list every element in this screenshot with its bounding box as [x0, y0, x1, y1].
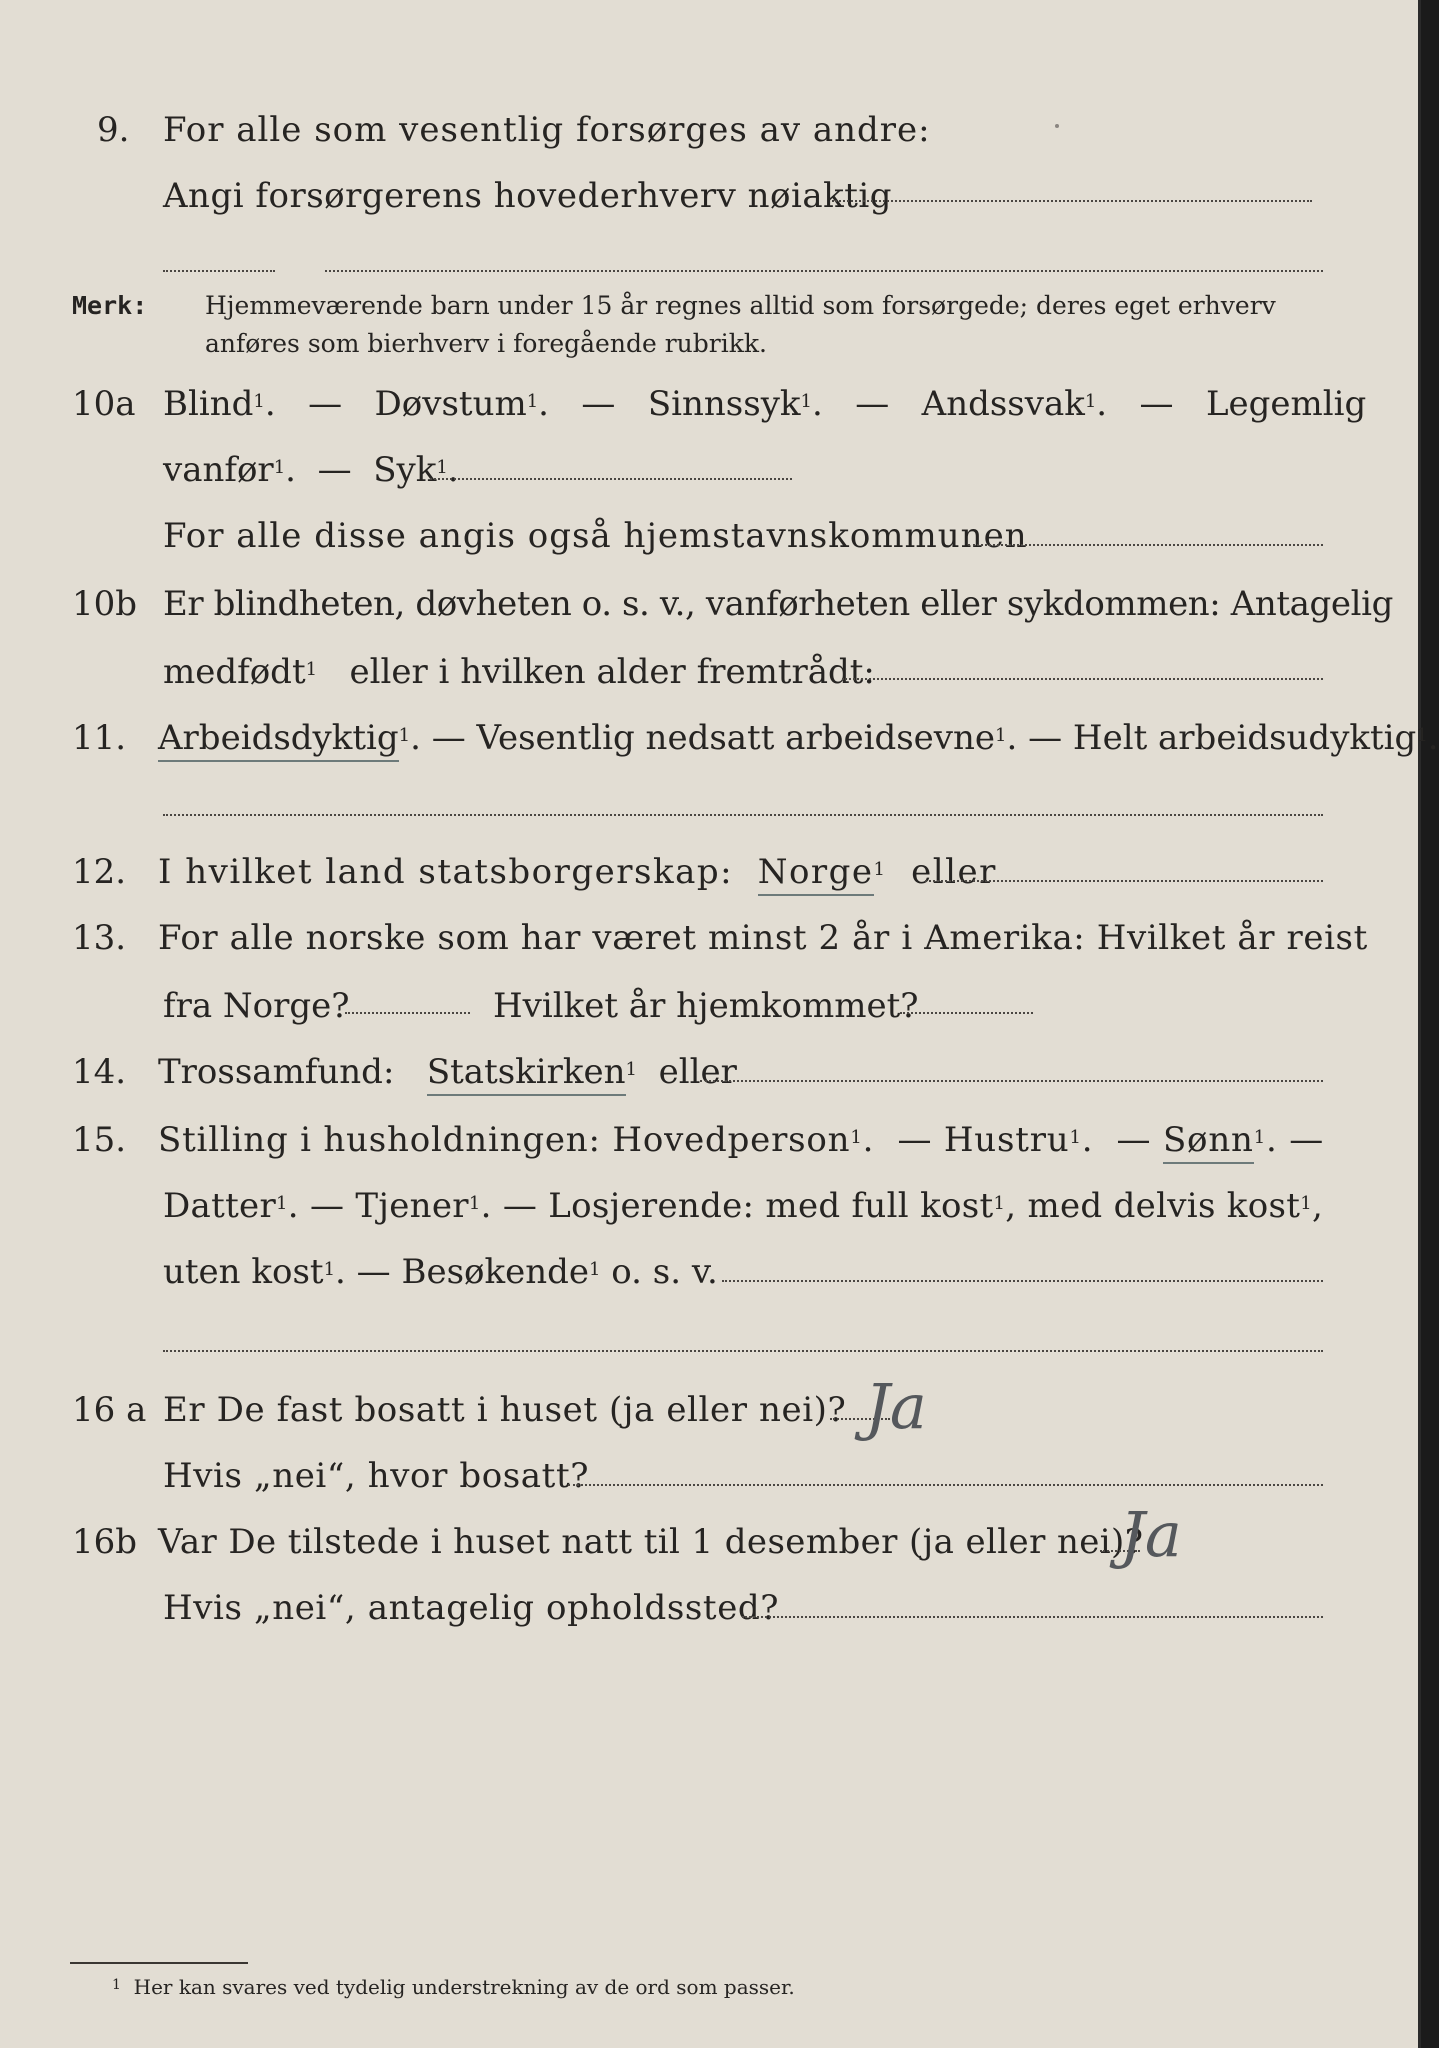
- q13-hjemkommet-line: [900, 1012, 1033, 1014]
- q14-number: 14.: [72, 1052, 127, 1092]
- footnote: $^1$ Her kan svares ved tydelig understrekning av de ord som passer.: [112, 1975, 795, 1999]
- q15-answer-line-2: [163, 1350, 1323, 1352]
- q10b-number: 10b: [72, 584, 138, 624]
- q10a-hjemstavn-line: [968, 544, 1323, 546]
- opt-uten-kost[interactable]: uten kost: [163, 1252, 324, 1292]
- q12-answer-line: [925, 880, 1323, 882]
- q11-line: Arbeidsdyktig$^1$. — Vesentlig nedsatt arbeidsevne$^1$. — Helt arbeidsudyktig$^1$.: [158, 718, 1439, 758]
- opt-tjener[interactable]: — Tjener: [310, 1186, 469, 1226]
- q13-reist-line: [345, 1012, 470, 1014]
- q16a-bosatt-line: [568, 1484, 1323, 1486]
- q10b-answer-line: [842, 678, 1323, 680]
- opt-helt[interactable]: — Helt arbeidsudyktig: [1028, 718, 1417, 758]
- opt-sinnssyk[interactable]: Sinnssyk: [647, 384, 801, 424]
- opt-hustru[interactable]: — Hustru: [897, 1120, 1070, 1160]
- q16a-line1: Er De fast bosatt i huset (ja eller nei)?: [163, 1390, 847, 1430]
- q14-line: Trossamfund: Statskirken$^1$ eller: [158, 1052, 737, 1092]
- opt-vanfor[interactable]: vanfør: [163, 450, 274, 490]
- q9-answer-line-2b: [325, 270, 1323, 272]
- q9-line2: Angi forsørgerens hovederhverv nøiaktig: [163, 176, 893, 216]
- q12-number: 12.: [72, 852, 127, 892]
- opt-sonn[interactable]: Sønn: [1163, 1120, 1254, 1164]
- opt-hovedperson[interactable]: Stilling i husholdningen: Hovedperson: [158, 1120, 851, 1160]
- speck: [1055, 124, 1059, 128]
- q9-line1: For alle som vesentlig forsørges av andre:: [163, 110, 931, 150]
- q15-number: 15.: [72, 1120, 127, 1160]
- q16b-line1: Var De tilstede i huset natt til 1 desember (ja eller nei)?: [158, 1522, 1144, 1562]
- opt-vesentlig[interactable]: — Vesentlig nedsatt arbeidsevne: [431, 718, 996, 758]
- opt-syk[interactable]: Syk: [373, 450, 437, 490]
- opt-statskirken[interactable]: Statskirken: [427, 1052, 626, 1096]
- q15-line2: Datter$^1$. — Tjener$^1$. — Losjerende: med full kost$^1$, med delvis kost$^1$,: [163, 1186, 1324, 1226]
- opt-dovstum[interactable]: Døvstum: [374, 384, 527, 424]
- opt-medfodt[interactable]: medfødt: [163, 652, 306, 692]
- q16b-line2: Hvis „nei“, antagelig opholdssted?: [163, 1588, 780, 1628]
- q13-hjemkommet: Hvilket år hjemkommet?: [493, 986, 919, 1026]
- q9-number: 9.: [97, 110, 130, 150]
- q9-answer-line: [832, 200, 1312, 202]
- q10a-number: 10a: [72, 384, 136, 424]
- q13-line1: For alle norske som har været minst 2 år i Amerika: Hvilket år reist: [158, 918, 1368, 958]
- opt-besokende[interactable]: — Besøkende: [356, 1252, 589, 1292]
- q13-number: 13.: [72, 918, 127, 958]
- q10a-line3: For alle disse angis også hjemstavnskommunen: [163, 516, 1028, 556]
- opt-arbeidsdyktig[interactable]: Arbeidsdyktig: [158, 718, 399, 762]
- q11-number: 11.: [72, 718, 127, 758]
- q10a-line1: Blind$^1$. — Døvstum$^1$. — Sinnssyk$^1$. — Andssvak$^1$. — Legemlig: [163, 384, 1367, 424]
- q12-line: I hvilket land statsborgerskap: Norge$^1$ eller: [158, 852, 997, 892]
- opt-andssvak[interactable]: Andssvak: [921, 384, 1085, 424]
- merk-line1: Hjemmeværende barn under 15 år regnes alltid som forsørgede; deres eget erhverv: [205, 291, 1276, 320]
- opt-datter[interactable]: Datter: [163, 1186, 277, 1226]
- page-edge: [1418, 0, 1421, 2048]
- merk-label: Merk:: [72, 291, 148, 320]
- q11-answer-line: [163, 814, 1323, 816]
- opt-losjerende-delvis[interactable]: , med delvis kost: [1005, 1186, 1301, 1226]
- opt-legemlig[interactable]: Legemlig: [1205, 384, 1367, 424]
- merk-line2: anføres som bierhverv i foregående rubrikk.: [205, 329, 767, 358]
- opt-losjerende-full[interactable]: — Losjerende: med full kost: [502, 1186, 994, 1226]
- opt-norge[interactable]: Norge: [758, 852, 874, 896]
- q10b-line1: Er blindheten, døvheten o. s. v., vanførheten eller sykdommen: Antagelig: [163, 584, 1393, 624]
- q10a-line2: vanfør$^1$. — Syk$^1$.: [163, 450, 459, 490]
- q16a-handwritten-answer: Ja: [865, 1370, 927, 1443]
- q16a-line2: Hvis „nei“, hvor bosatt?: [163, 1456, 590, 1496]
- q15-answer-line: [722, 1280, 1323, 1282]
- q14-answer-line: [700, 1080, 1323, 1082]
- q16b-opholdssted-line: [742, 1616, 1323, 1618]
- q16b-handwritten-answer: Ja: [1120, 1498, 1182, 1571]
- q16b-number: 16b: [72, 1522, 138, 1562]
- q10a-syk-line: [430, 478, 792, 480]
- q16a-number: 16 a: [72, 1390, 147, 1430]
- q9-answer-line-2a: [163, 270, 275, 272]
- opt-blind[interactable]: Blind: [163, 384, 254, 424]
- q10b-line2: medfødt$^1$ eller i hvilken alder fremtrådt:: [163, 652, 875, 692]
- q15-line1: Stilling i husholdningen: Hovedperson$^1$. — Hustru$^1$. — Sønn$^1$. —: [158, 1120, 1324, 1160]
- q15-line3: uten kost$^1$. — Besøkende$^1$ o. s. v.: [163, 1252, 718, 1292]
- q13-fra-norge: fra Norge?: [163, 986, 350, 1026]
- footnote-rule: [70, 1962, 248, 1964]
